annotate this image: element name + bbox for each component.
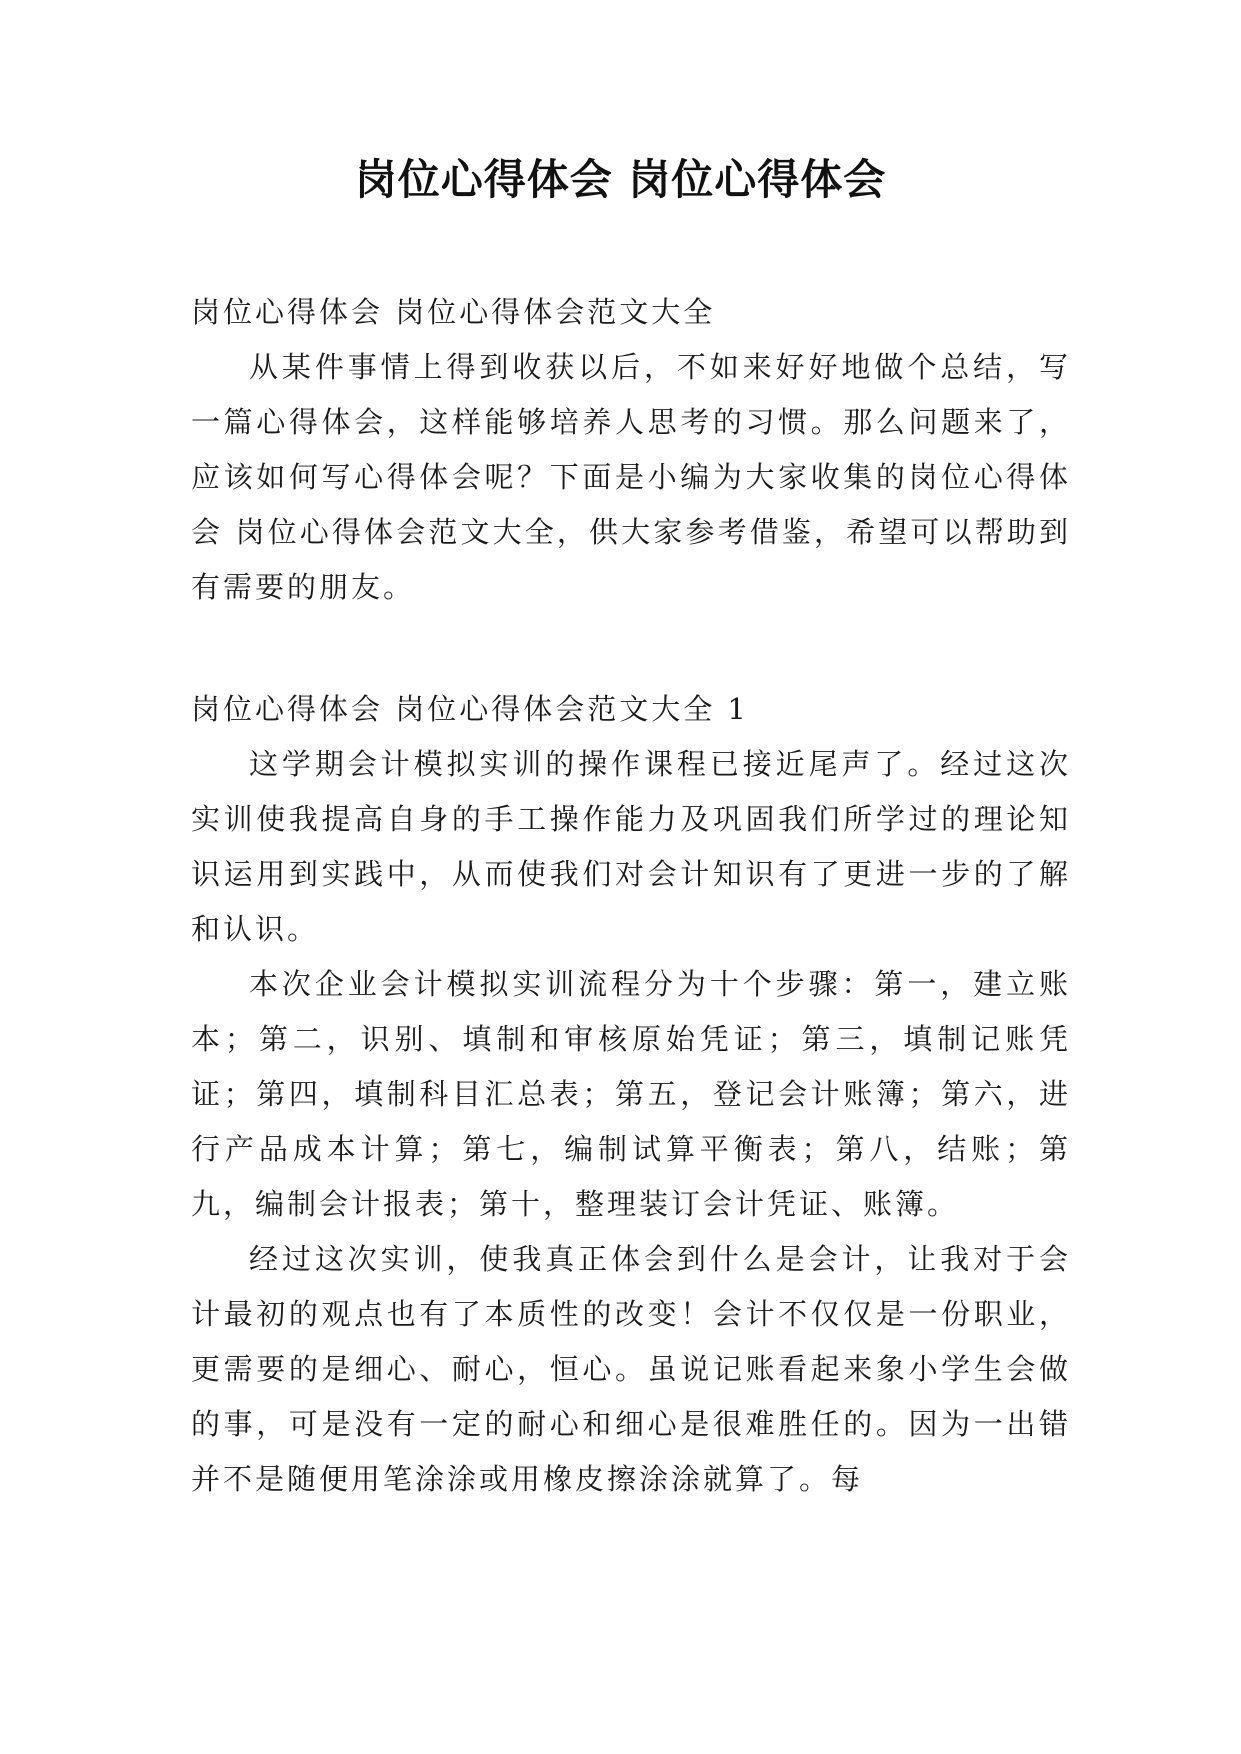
section-heading: 岗位心得体会 岗位心得体会范文大全 1	[191, 692, 749, 726]
body-paragraph: 经过这次实训，使我真正体会到什么是会计，让我对于会计最初的观点也有了本质性的改变！会计不仅仅是一份职业，更需要的是细心、耐心，恒心。虽说记账看起来象小学生会做的事，可是没有一定的耐心和细心是很难胜任的。因为一出错并不是随便用笔涂涂或用橡皮擦涂涂就算了。每	[191, 1242, 1071, 1496]
document-title: 岗位心得体会 岗位心得体会	[354, 155, 887, 204]
document-body	[191, 285, 1071, 1507]
body-paragraph: 这学期会计模拟实训的操作课程已接近尾声了。经过这次实训使我提高自身的手工操作能力及巩固我们所学过的理论知识运用到实践中，从而使我们对会计知识有了更进一步的了解和认识。	[191, 747, 1071, 946]
intro-heading: 岗位心得体会 岗位心得体会范文大全	[191, 295, 716, 329]
section-spacer	[191, 615, 1071, 682]
intro-paragraph: 从某件事情上得到收获以后，不如来好好地做个总结，写一篇心得体会，这样能够培养人思考的习惯。那么问题来了，应该如何写心得体会呢？下面是小编为大家收集的岗位心得体会 岗位心得体会范文大全，供大家参考借鉴，希望可以帮助到有需要的朋友。	[191, 350, 1071, 604]
body-paragraph: 本次企业会计模拟实训流程分为十个步骤：第一，建立账本；第二，识别、填制和审核原始凭证；第三，填制记账凭证；第四，填制科目汇总表；第五，登记会计账簿；第六，进行产品成本计算；第七，编制试算平衡表；第八，结账；第九，编制会计报表；第十，整理装订会计凭证、账簿。	[191, 967, 1071, 1221]
